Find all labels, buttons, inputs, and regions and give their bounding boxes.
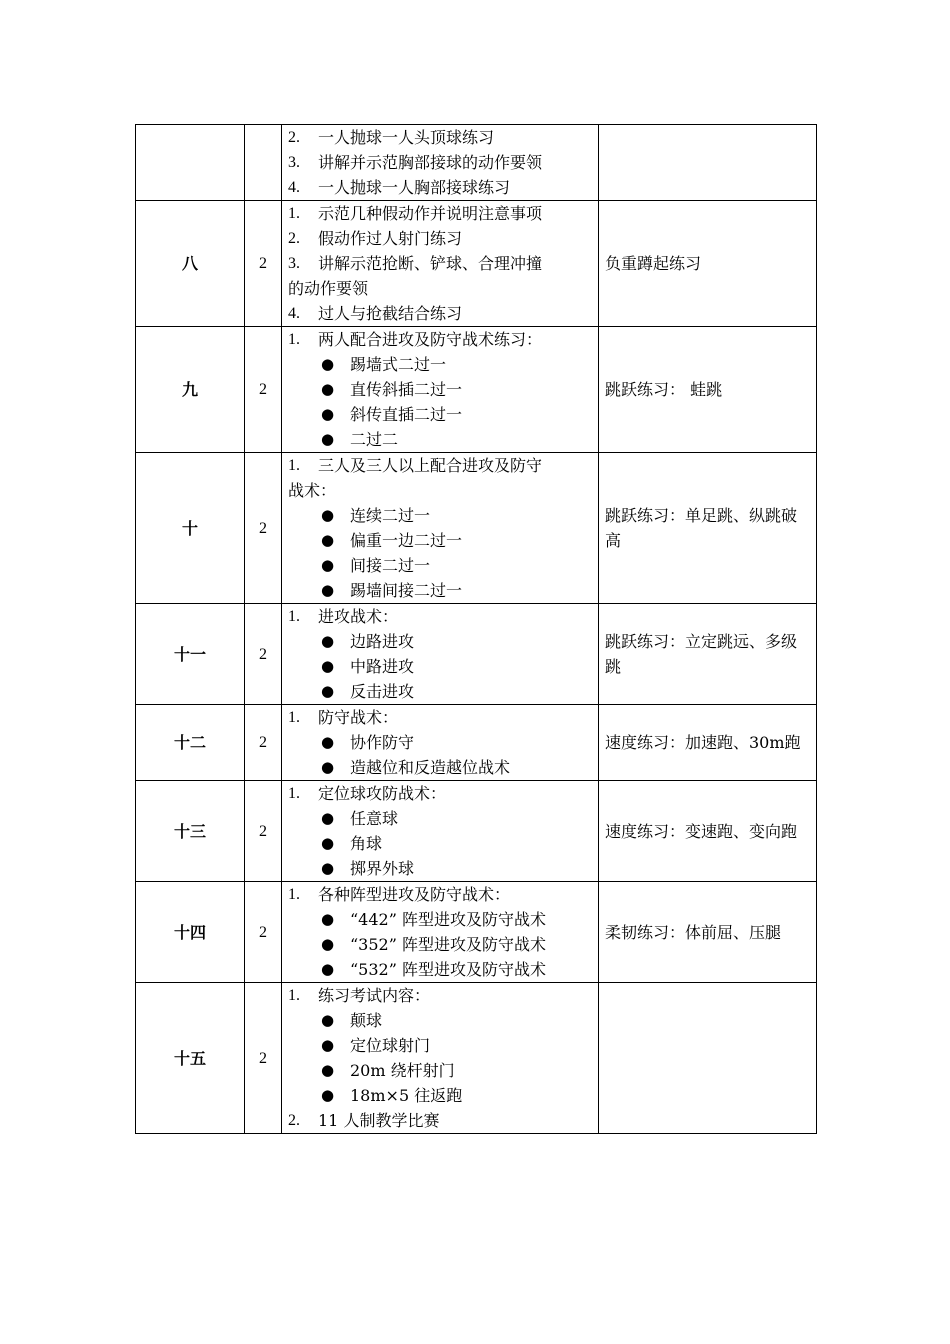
item-text: 11 人制教学比赛 — [318, 1111, 440, 1130]
bullet-dot-icon: ● — [321, 405, 335, 423]
bullet-dot-icon: ● — [321, 910, 335, 928]
table-row — [136, 453, 817, 604]
bullet-item — [288, 907, 592, 932]
content-item — [288, 226, 592, 251]
bullet-item — [288, 427, 592, 452]
item-number: 1. — [288, 205, 300, 222]
bullet-dot-icon: ● — [321, 657, 335, 675]
week-cell: 十 — [136, 453, 245, 604]
item-text: 一人抛球一人胸部接球练习 — [318, 178, 511, 197]
bullet-item — [288, 932, 592, 957]
fitness-cell: 速度练习：加速跑、30m跑 — [599, 705, 817, 781]
bullet-text: 踢墙间接二过一 — [350, 581, 463, 600]
hours-cell: 2 — [245, 781, 282, 882]
item-number: 2. — [288, 129, 300, 146]
hours-cell: 2 — [245, 327, 282, 453]
item-number: 1. — [288, 886, 300, 903]
bullet-dot-icon: ● — [321, 859, 335, 877]
item-number: 1. — [288, 987, 300, 1004]
bullet-item — [288, 402, 592, 427]
table-row — [136, 983, 817, 1134]
content-cell — [282, 125, 599, 201]
item-text: 示范几种假动作并说明注意事项 — [318, 204, 543, 223]
item-text: 假动作过人射门练习 — [318, 229, 463, 248]
content-cell — [282, 983, 599, 1134]
bullet-text: 连续二过一 — [350, 506, 431, 525]
week-cell: 十五 — [136, 983, 245, 1134]
item-number: 2. — [288, 230, 300, 247]
bullet-dot-icon: ● — [321, 430, 335, 448]
fitness-cell — [599, 983, 817, 1134]
bullet-text: “442” 阵型进攻及防守战术 — [350, 910, 546, 929]
bullet-item — [288, 377, 592, 402]
fitness-cell: 负重蹲起练习 — [599, 201, 817, 327]
bullet-dot-icon: ● — [321, 682, 335, 700]
table-row — [136, 882, 817, 983]
item-text-continuation: 的动作要领 — [288, 279, 369, 298]
bullet-item — [288, 806, 592, 831]
bullet-dot-icon: ● — [321, 380, 335, 398]
item-text: 防守战术： — [318, 708, 399, 727]
bullet-text: “352” 阵型进攻及防守战术 — [350, 935, 546, 954]
item-text: 两人配合进攻及防守战术练习： — [318, 330, 543, 349]
bullet-text: 协作防守 — [350, 733, 415, 752]
item-text: 定位球攻防战术： — [318, 784, 447, 803]
content-cell — [282, 882, 599, 983]
bullet-dot-icon: ● — [321, 960, 335, 978]
bullet-dot-icon: ● — [321, 632, 335, 650]
bullet-dot-icon: ● — [321, 733, 335, 751]
content-cell — [282, 453, 599, 604]
bullet-dot-icon: ● — [321, 1061, 335, 1079]
bullet-item — [288, 1058, 592, 1083]
bullet-text: 斜传直插二过一 — [350, 405, 463, 424]
item-text: 三人及三人以上配合进攻及防守 — [318, 456, 543, 475]
bullet-item — [288, 578, 592, 603]
bullet-dot-icon: ● — [321, 834, 335, 852]
bullet-text: 反击进攻 — [350, 682, 415, 701]
content-item — [288, 301, 592, 326]
bullet-text: 间接二过一 — [350, 556, 431, 575]
content-item — [288, 604, 592, 629]
bullet-text: 直传斜插二过一 — [350, 380, 463, 399]
bullet-item — [288, 679, 592, 704]
bullet-item — [288, 856, 592, 881]
bullet-item — [288, 553, 592, 578]
table-row — [136, 327, 817, 453]
bullet-text: 边路进攻 — [350, 632, 415, 651]
bullet-item — [288, 1083, 592, 1108]
fitness-cell: 跳跃练习：立定跳远、多级跳 — [599, 604, 817, 705]
content-item — [288, 1108, 592, 1133]
table-row — [136, 781, 817, 882]
bullet-item — [288, 352, 592, 377]
fitness-cell: 跳跃练习：单足跳、纵跳破高 — [599, 453, 817, 604]
bullet-text: 任意球 — [350, 809, 399, 828]
week-cell — [136, 125, 245, 201]
content-item — [288, 705, 592, 730]
content-item — [288, 453, 592, 478]
bullet-text: 中路进攻 — [350, 657, 415, 676]
fitness-cell — [599, 125, 817, 201]
content-cell — [282, 201, 599, 327]
bullet-text: 造越位和反造越位战术 — [350, 758, 511, 777]
week-cell: 十一 — [136, 604, 245, 705]
week-cell: 九 — [136, 327, 245, 453]
content-item — [288, 983, 592, 1008]
content-item — [288, 201, 592, 226]
table-row — [136, 201, 817, 327]
bullet-item — [288, 957, 592, 982]
bullet-dot-icon: ● — [321, 556, 335, 574]
bullet-dot-icon: ● — [321, 1011, 335, 1029]
training-plan-body — [136, 125, 817, 1134]
fitness-cell: 柔韧练习：体前屈、压腿 — [599, 882, 817, 983]
content-item — [288, 251, 592, 276]
bullet-text: 掷界外球 — [350, 859, 415, 878]
bullet-item — [288, 629, 592, 654]
item-text: 讲解示范抢断、铲球、合理冲撞 — [318, 254, 543, 273]
bullet-text: 18m×5 往返跑 — [350, 1086, 463, 1105]
week-cell: 八 — [136, 201, 245, 327]
week-cell: 十二 — [136, 705, 245, 781]
fitness-cell: 速度练习：变速跑、变向跑 — [599, 781, 817, 882]
content-item — [288, 327, 592, 352]
hours-cell: 2 — [245, 201, 282, 327]
item-number: 4. — [288, 305, 300, 322]
bullet-item — [288, 528, 592, 553]
bullet-dot-icon: ● — [321, 355, 335, 373]
item-number: 1. — [288, 457, 300, 474]
fitness-cell: 跳跃练习： 蛙跳 — [599, 327, 817, 453]
hours-cell: 2 — [245, 453, 282, 604]
table-row — [136, 705, 817, 781]
bullet-item — [288, 1033, 592, 1058]
bullet-text: 偏重一边二过一 — [350, 531, 463, 550]
item-text: 进攻战术： — [318, 607, 399, 626]
content-item — [288, 781, 592, 806]
hours-cell: 2 — [245, 983, 282, 1134]
bullet-item — [288, 654, 592, 679]
bullet-text: 踢墙式二过一 — [350, 355, 447, 374]
bullet-text: 定位球射门 — [350, 1036, 431, 1055]
bullet-dot-icon: ● — [321, 809, 335, 827]
item-number: 1. — [288, 785, 300, 802]
bullet-dot-icon: ● — [321, 531, 335, 549]
item-number: 1. — [288, 608, 300, 625]
bullet-dot-icon: ● — [321, 581, 335, 599]
item-number: 4. — [288, 179, 300, 196]
item-number: 3. — [288, 154, 300, 171]
content-cell — [282, 781, 599, 882]
bullet-dot-icon: ● — [321, 935, 335, 953]
hours-cell — [245, 125, 282, 201]
content-cell — [282, 604, 599, 705]
bullet-text: 二过二 — [350, 430, 399, 449]
bullet-text: 颠球 — [350, 1011, 383, 1030]
bullet-item — [288, 730, 592, 755]
bullet-dot-icon: ● — [321, 758, 335, 776]
content-cell — [282, 705, 599, 781]
item-text: 讲解并示范胸部接球的动作要领 — [318, 153, 543, 172]
content-cell — [282, 327, 599, 453]
training-plan-table — [135, 124, 817, 1134]
bullet-dot-icon: ● — [321, 1036, 335, 1054]
hours-cell: 2 — [245, 604, 282, 705]
item-number: 2. — [288, 1112, 300, 1129]
content-item — [288, 882, 592, 907]
bullet-text: 角球 — [350, 834, 383, 853]
item-number: 3. — [288, 255, 300, 272]
hours-cell: 2 — [245, 882, 282, 983]
bullet-text: 20m 绕杆射门 — [350, 1061, 455, 1080]
item-text: 过人与抢截结合练习 — [318, 304, 463, 323]
bullet-item — [288, 1008, 592, 1033]
bullet-item — [288, 503, 592, 528]
content-item — [288, 125, 592, 150]
bullet-text: “532” 阵型进攻及防守战术 — [350, 960, 546, 979]
item-text-continuation: 战术： — [288, 481, 337, 500]
content-item — [288, 150, 592, 175]
bullet-dot-icon: ● — [321, 1086, 335, 1104]
week-cell: 十三 — [136, 781, 245, 882]
item-number: 1. — [288, 331, 300, 348]
item-text: 一人抛球一人头顶球练习 — [318, 128, 495, 147]
bullet-dot-icon: ● — [321, 506, 335, 524]
week-cell: 十四 — [136, 882, 245, 983]
bullet-item — [288, 831, 592, 856]
item-text: 各种阵型进攻及防守战术： — [318, 885, 511, 904]
table-row — [136, 125, 817, 201]
table-row — [136, 604, 817, 705]
item-number: 1. — [288, 709, 300, 726]
content-item — [288, 175, 592, 200]
bullet-item — [288, 755, 592, 780]
hours-cell: 2 — [245, 705, 282, 781]
item-text: 练习考试内容： — [318, 986, 431, 1005]
